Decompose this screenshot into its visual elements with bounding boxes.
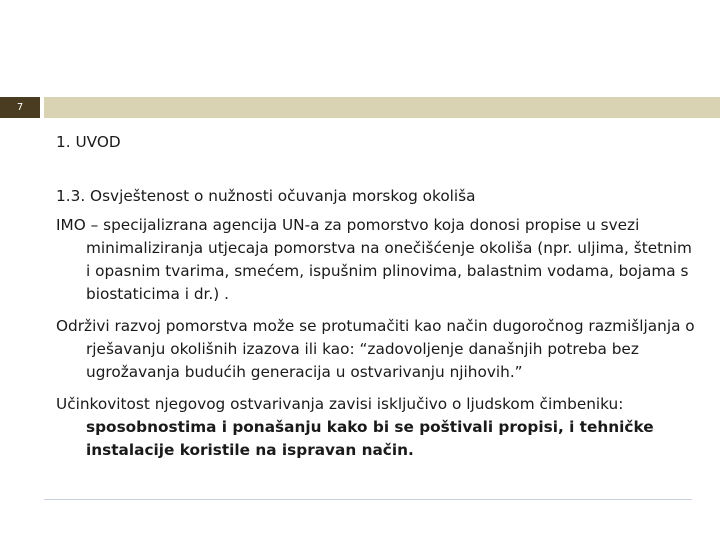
- footer-divider: [44, 499, 692, 500]
- paragraph-bold-text: sposobnostima i ponašanju kako bi se poštivali propisi, i tehničke instalacije koristile na ispravan način.: [86, 418, 654, 459]
- section-heading: 1. UVOD: [56, 133, 121, 151]
- subsection-heading: 1.3. Osvještenost o nužnosti očuvanja morskog okoliša: [56, 187, 476, 205]
- paragraph-sustainable-development: Održivi razvoj pomorstva može se protumačiti kao način dugoročnog razmišljanja o rješavanju okolišnih izazova ili kao: “zadovoljenje današnjih potreba bez ugrožavanja budućih generacija u ostvarivanju njihovih.”: [56, 317, 695, 381]
- paragraph-imo: IMO – specijalizrana agencija UN-a za pomorstvo koja donosi propise u svezi minimaliziranja utjecaja pomorstva na onečišćenje okoliša (npr. uljima, štetnim i opasnim tvarima, smećem, ispušnim plinovima, balastnim vodama, bojama s biostaticima i dr.) .: [56, 216, 692, 303]
- slide-content: [56, 131, 696, 471]
- header-bar: [44, 97, 720, 118]
- paragraph-intro-text: Učinkovitost njegovog ostvarivanja zavisi isključivo o ljudskom čimbeniku:: [56, 395, 624, 413]
- paragraph-human-factor: [56, 393, 696, 462]
- slide-number: 7: [0, 97, 40, 118]
